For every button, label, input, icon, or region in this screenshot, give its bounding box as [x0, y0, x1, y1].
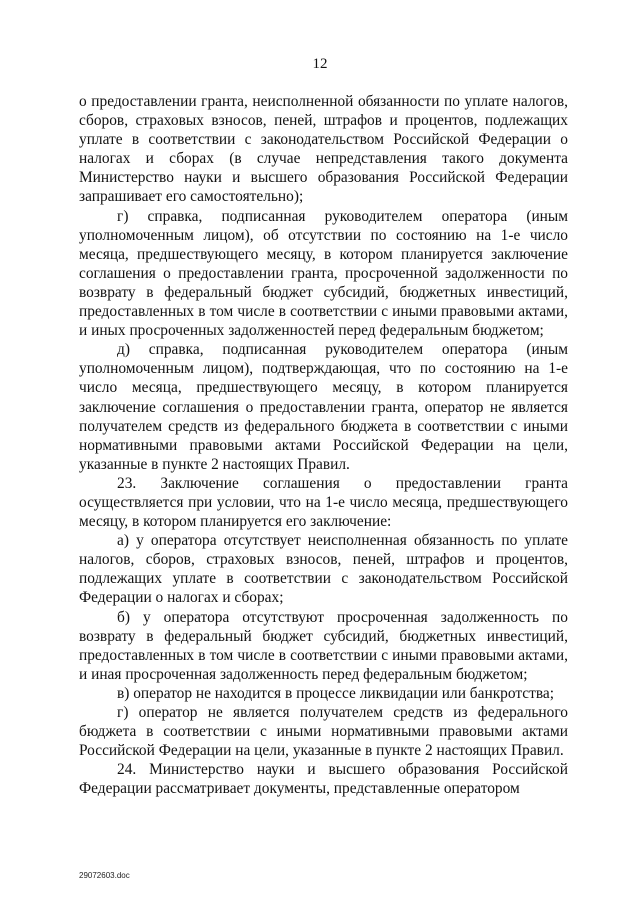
paragraph-clause-23-v: в) оператор не находится в процессе ликвидации или банкротства;	[117, 684, 555, 702]
paragraph-clause-23-b: б) у оператора отсутствуют просроченная задолженность по возврату в федеральный бюджет субсидий, бюджетных инвестиций, предоставленных в том числе в соответствии с иными правовыми актами, и иная просроченная задолженность перед федеральным бюджетом;	[79, 608, 568, 683]
page-number: 12	[312, 56, 328, 72]
paragraph-item-g-certificate: г) справка, подписанная руководителем оператора (иным уполномоченным лицом), об отсутствии по состоянию на 1-е число месяца, предшествующего месяцу, в котором планируется заключение соглашения о предоставлении гранта, просроченной задолженности по возврату в федеральный бюджет субсидий, бюджетных инвестиций, предоставленных в том числе в соответствии с иными правовыми актами, и иных просроченных задолженностей перед федеральным бюджетом;	[79, 207, 568, 340]
paragraph-clause-23-g: г) оператор не является получателем средств из федерального бюджета в соответствии с иными нормативными правовыми актами Российской Федерации на цели, указанные в пункте 2 настоящих Правил.	[79, 704, 568, 760]
footer-document-id: 29072603.doc	[79, 871, 130, 880]
document-body	[79, 92, 568, 798]
paragraph-item-d-certificate: д) справка, подписанная руководителем оператора (иным уполномоченным лицом), подтверждающая, что по состоянию на 1-е число месяца, предшествующего месяцу, в котором планируется заключение соглашения о предоставлении гранта, оператор не является получателем средств из федерального бюджета в соответствии с иными нормативными правовыми актами Российской Федерации на цели, указанные в пункте 2 настоящих Правил.	[79, 341, 568, 473]
paragraph-clause-23: 23. Заключение соглашения о предоставлении гранта осуществляется при условии, что на 1-е число месяца, предшествующего месяцу, в котором планируется его заключение:	[79, 474, 568, 531]
paragraph-continuation: о предоставлении гранта, неисполненной обязанности по уплате налогов, сборов, страховых взносов, пеней, штрафов и процентов, подлежащих уплате в соответствии с законодательством Российской Федерации о налогах и сборах (в случае непредставления такого документа Министерство науки и высшего образования Российской Федерации запрашивает его самостоятельно);	[79, 93, 568, 206]
paragraph-clause-24: 24. Министерство науки и высшего образования Российской Федерации рассматривает документы, представленные оператором	[79, 761, 568, 798]
paragraph-clause-23-a: а) у оператора отсутствует неисполненная обязанность по уплате налогов, сборов, страховых взносов, пеней, штрафов и процентов, подлежащих уплате в соответствии с законодательством Российской Федерации о налогах и сборах;	[79, 532, 568, 607]
